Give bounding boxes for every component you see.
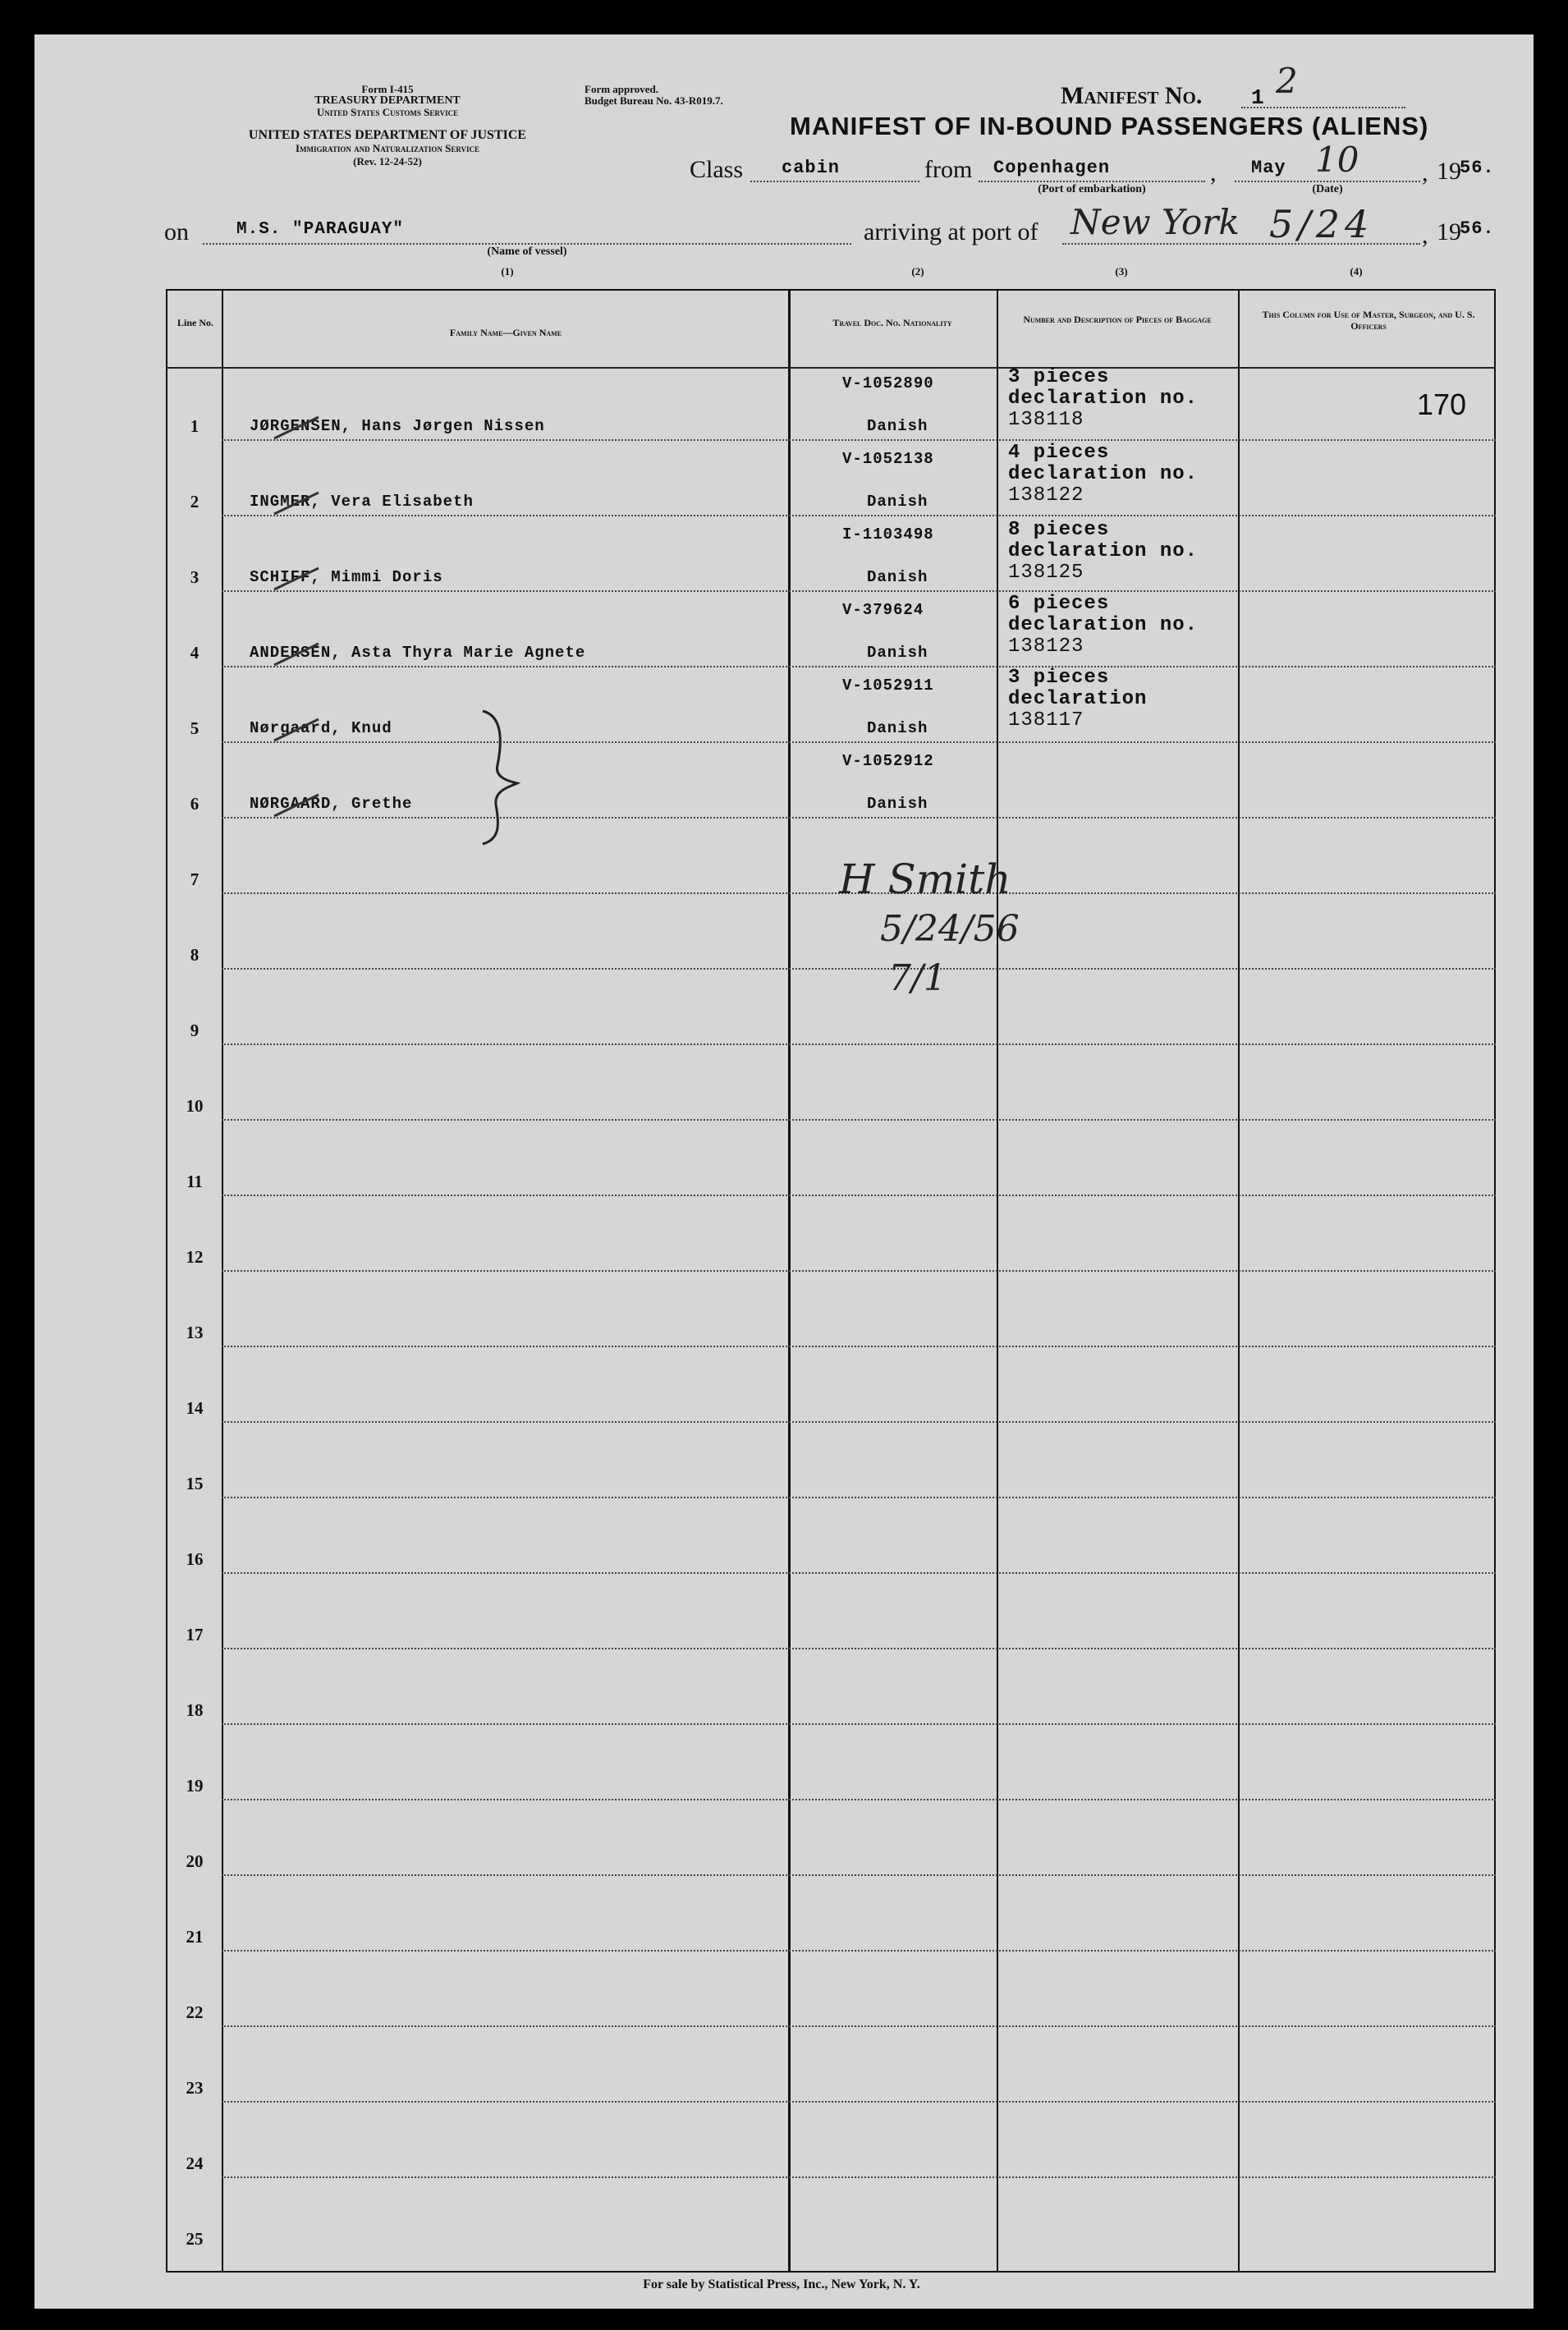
inspection-date: 5/24/56 <box>880 908 1020 950</box>
inspector-signature: H Smith <box>839 855 1011 903</box>
baggage-line: 138122 <box>1008 484 1084 507</box>
manifest-number-hand: 2 <box>1276 61 1298 101</box>
vessel-caption: (Name of vessel) <box>487 245 567 258</box>
row-divider <box>222 1648 1496 1649</box>
line-number: 25 <box>186 2229 204 2249</box>
embark-day: 10 <box>1315 140 1359 180</box>
port-caption: (Port of embarkation) <box>1038 183 1146 195</box>
header-officers: This Column for Use of Master, Surgeon, and U. S. Officers <box>1262 309 1475 332</box>
line-number: 19 <box>186 1776 204 1796</box>
class-value: cabin <box>782 158 841 178</box>
col-marker-1: (1) <box>501 265 514 277</box>
family-brace <box>478 708 535 847</box>
line-number: 18 <box>186 1700 204 1720</box>
row-divider <box>222 1723 1496 1725</box>
line-number: 9 <box>190 1021 199 1040</box>
header-baggage: Number and Description of Pieces of Baggage <box>1023 314 1212 325</box>
line-number: 13 <box>186 1323 204 1342</box>
vessel-name: M.S. "PARAGUAY" <box>236 220 405 239</box>
row-divider <box>222 2176 1496 2178</box>
immigration-service: Immigration and Naturalization Service <box>295 142 480 154</box>
manifest-label: Manifest No. <box>1061 82 1203 109</box>
embark-year: 56. <box>1460 158 1495 178</box>
arrival-year-prefix: 19 <box>1437 218 1461 245</box>
inspection-mark: 7/1 <box>888 957 947 999</box>
row-divider <box>222 515 1496 516</box>
line-number: 4 <box>190 643 199 663</box>
embark-month: May <box>1251 158 1286 178</box>
baggage-line: 138117 <box>1008 709 1084 732</box>
header-line-no: Line No. <box>177 317 213 328</box>
arrival-date: 5/24 <box>1269 202 1374 246</box>
row-divider <box>222 2025 1496 2027</box>
baggage-line: 3 pieces <box>1008 667 1110 689</box>
travel-doc: I-1103498 <box>842 525 934 544</box>
header-travel: Travel Doc. No. Nationality <box>832 317 952 328</box>
line-number: 20 <box>186 1851 204 1871</box>
line-number: 5 <box>190 718 199 738</box>
row-divider <box>222 1270 1496 1272</box>
nationality: Danish <box>867 568 928 586</box>
line-number: 24 <box>186 2153 204 2173</box>
nationality: Danish <box>867 644 928 662</box>
row-divider <box>222 1874 1496 1876</box>
manifest-number-typed: 1 <box>1251 85 1265 110</box>
line-number: 15 <box>186 1474 204 1493</box>
row-divider <box>222 1950 1496 1952</box>
row-divider <box>222 741 1496 743</box>
col-marker-3: (3) <box>1115 265 1128 277</box>
line-number: 3 <box>190 567 199 587</box>
baggage-line: 8 pieces <box>1008 519 1110 541</box>
form-approved: Form approved. <box>585 83 659 95</box>
date-caption: (Date) <box>1312 183 1343 195</box>
justice-dept: UNITED STATES DEPARTMENT OF JUSTICE <box>248 128 527 142</box>
manifest-page: Form I-415 TREASURY DEPARTMENT United States Customs Service UNITED STATES DEPARTMENT OF JUSTICE Immigration and Naturalization Service (Rev. 12-24-52) Form approved. Budget Bureau No. 43-R019.7. Manifest No. 1 2 MANIFEST OF IN-BOUND PASSENGERS (ALIENS) Class cabin from Copenhagen (Port of embarkation) , May 10 (Date) , 19 56. on M.S. "PARAGUAY" (Name of vessel) arriving at port of New York 5/24 , 19 56. (1) (2) (3) (4) Line No. Family Name—Given Name Travel Doc. No. Nationality Number and Description of Pieces of Baggage This Column for Use of Master, Surgeon, and U. S. Officers 1 2 3 4 5 6 7 8 9 10 11 12 13 14 15 16 17 18 19 20 21 22 23 24 25 170 JØRGENSEN, Hans Jørgen Nissen INGMER, Vera Elisabeth SCHIFF, Mimmi Doris ANDERSEN, Asta Thyra Marie Agnete Nørgaard, Knud NØRGAARD, Grethe V-1052890 Danish V-1052138 Danish I-1103498 Danish V-379624 Danish V-1052911 Danish V-1052912 Danish 3 pieces declaration no. 138118 4 pieces declaration no. 138122 8 pieces declaration no. 138125 6 pieces declaration no. 138123 3 pieces declaration 138117 H Smith 5/24/56 7/1 For sale by Statistical Press, Inc., New York, N. Y. <box>34 34 1534 2309</box>
class-label: Class <box>690 156 744 183</box>
row-divider <box>222 1799 1496 1800</box>
manifest-title: MANIFEST OF IN-BOUND PASSENGERS (ALIENS) <box>790 112 1429 140</box>
row-divider <box>222 1572 1496 1574</box>
embarkation-port: Copenhagen <box>993 158 1111 178</box>
budget-bureau: Budget Bureau No. 43-R019.7. <box>585 94 723 107</box>
baggage-line: 4 pieces <box>1008 442 1110 464</box>
row-divider <box>222 1043 1496 1045</box>
passenger-name: INGMER, Vera Elisabeth <box>250 493 474 511</box>
line-number: 12 <box>186 1247 204 1267</box>
baggage-line: 138118 <box>1008 409 1084 431</box>
baggage-line: declaration no. <box>1008 614 1199 636</box>
line-number: 6 <box>190 794 199 814</box>
travel-doc: V-1052912 <box>842 752 934 770</box>
passenger-name: JØRGENSEN, Hans Jørgen Nissen <box>250 417 545 435</box>
line-number: 11 <box>186 1172 203 1191</box>
passenger-name: SCHIFF, Mimmi Doris <box>250 568 443 586</box>
row-divider <box>222 1195 1496 1196</box>
nationality: Danish <box>867 493 928 511</box>
row-divider <box>222 666 1496 667</box>
passenger-name: NØRGAARD, Grethe <box>250 795 413 813</box>
nationality: Danish <box>867 417 928 435</box>
row-divider <box>222 590 1496 592</box>
row-divider <box>222 2101 1496 2103</box>
row-divider <box>222 817 1496 819</box>
on-label: on <box>164 218 189 245</box>
line-number: 1 <box>190 416 199 436</box>
manifest-table <box>166 289 1496 2273</box>
form-number: Form I-415 <box>361 83 414 95</box>
travel-doc: V-1052911 <box>842 677 934 695</box>
row-divider <box>222 1421 1496 1423</box>
baggage-line: declaration no. <box>1008 540 1199 562</box>
line-number: 23 <box>186 2078 204 2098</box>
revision: (Rev. 12-24-52) <box>353 155 422 167</box>
row-divider <box>222 1119 1496 1121</box>
baggage-line: declaration no. <box>1008 388 1199 410</box>
check-marks <box>223 363 338 855</box>
passenger-name: ANDERSEN, Asta Thyra Marie Agnete <box>250 644 586 662</box>
row-divider <box>222 968 1496 970</box>
line-number: 17 <box>186 1625 204 1644</box>
travel-doc: V-379624 <box>842 601 924 619</box>
baggage-line: 138125 <box>1008 562 1084 584</box>
travel-doc: V-1052138 <box>842 450 934 468</box>
year-prefix: 19 <box>1437 158 1461 185</box>
baggage-line: 6 pieces <box>1008 593 1110 615</box>
nationality: Danish <box>867 719 928 737</box>
passenger-name: Nørgaard, Knud <box>250 719 392 737</box>
line-number: 22 <box>186 2002 204 2022</box>
arrival-year: 56. <box>1460 218 1495 239</box>
nationality: Danish <box>867 795 928 813</box>
row-divider <box>222 1497 1496 1498</box>
officer-note: 170 <box>1417 388 1467 421</box>
baggage-line: 3 pieces <box>1008 366 1110 388</box>
line-number: 2 <box>190 492 199 511</box>
treasury-dept: TREASURY DEPARTMENT <box>314 94 461 107</box>
line-number: 8 <box>190 945 199 965</box>
baggage-line: 138123 <box>1008 635 1084 658</box>
line-number: 10 <box>186 1096 204 1116</box>
line-number: 16 <box>186 1549 204 1569</box>
row-divider <box>222 1346 1496 1347</box>
line-number: 14 <box>186 1398 204 1418</box>
arriving-label: arriving at port of <box>864 218 1038 245</box>
from-label: from <box>924 156 973 183</box>
line-number: 7 <box>190 869 199 889</box>
footer-text: For sale by Statistical Press, Inc., New York, N. Y. <box>643 2277 920 2291</box>
baggage-line: declaration no. <box>1008 463 1199 485</box>
col-marker-4: (4) <box>1350 265 1363 277</box>
arrival-port: New York <box>1071 202 1240 242</box>
row-divider <box>222 439 1496 441</box>
col-marker-2: (2) <box>911 265 924 277</box>
customs-service: United States Customs Service <box>316 106 459 118</box>
baggage-line: declaration <box>1008 688 1148 710</box>
travel-doc: V-1052890 <box>842 374 934 392</box>
line-number: 21 <box>186 1927 204 1947</box>
header-name: Family Name—Given Name <box>449 327 562 338</box>
